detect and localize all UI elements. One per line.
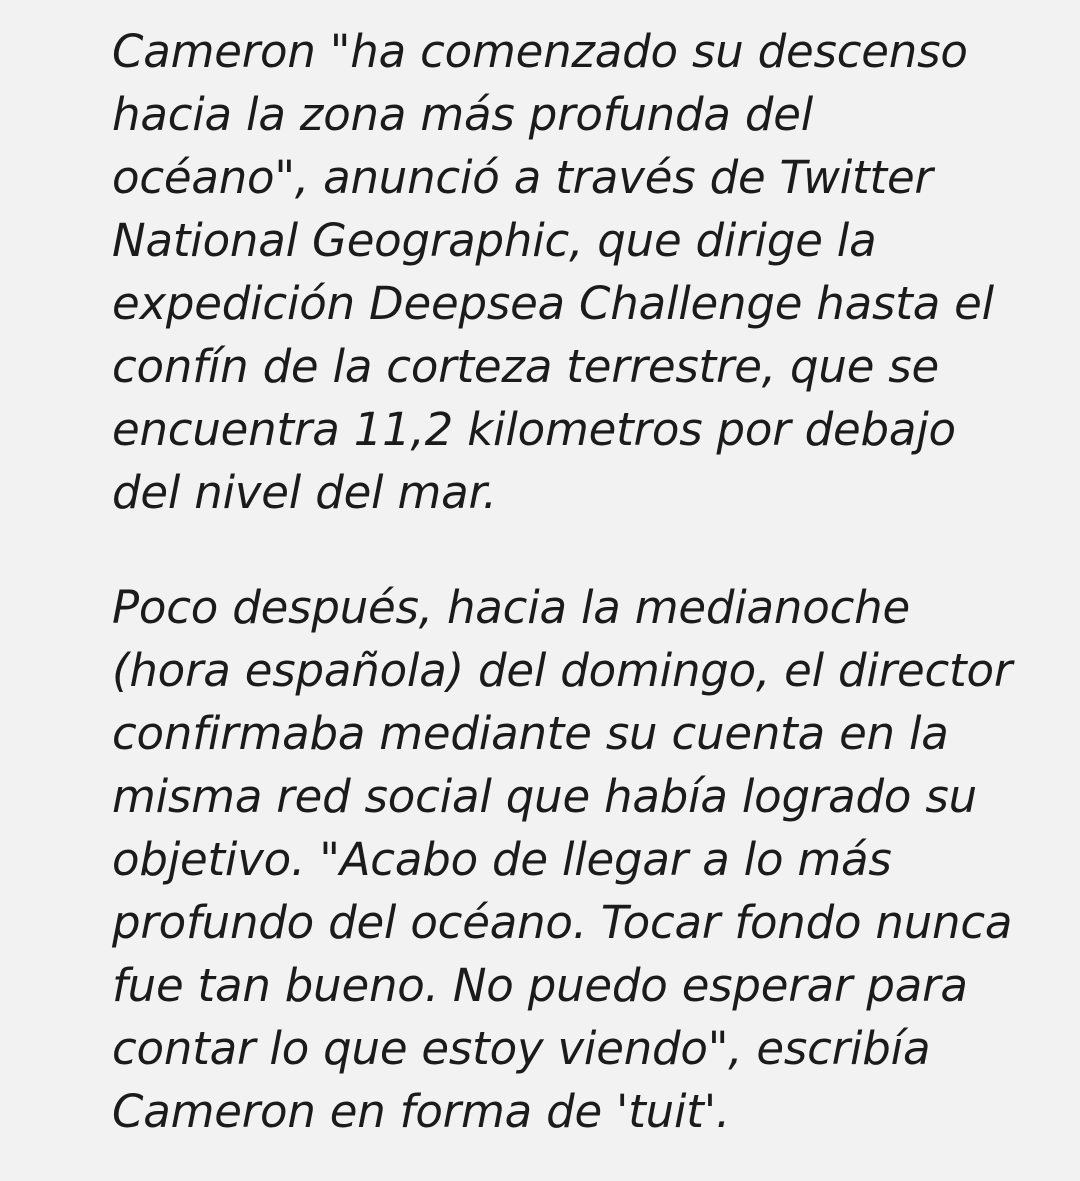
article-paragraph-1: Cameron "ha comenzado su descenso hacia la zona más profunda del océano", anunció a través de Twitter National Geographic, que dirige la expedición Deepsea Challenge hasta el confín de la corteza terrestre, que se encuentra 11,2 kilometros por debajo del nivel del mar. [112,25,1009,519]
article-paragraph-2: Poco después, hacia la medianoche (hora española) del domingo, el director confirmaba mediante su cuenta en la misma red social que había logrado su objetivo. "Acabo de llegar a lo más profundo del océano. Tocar fondo nunca fue tan bueno. No puedo esperar para contar lo que estoy viendo", escribía Cameron en forma de 'tuit'. [112,581,1027,1138]
article-body [112,20,1027,1143]
